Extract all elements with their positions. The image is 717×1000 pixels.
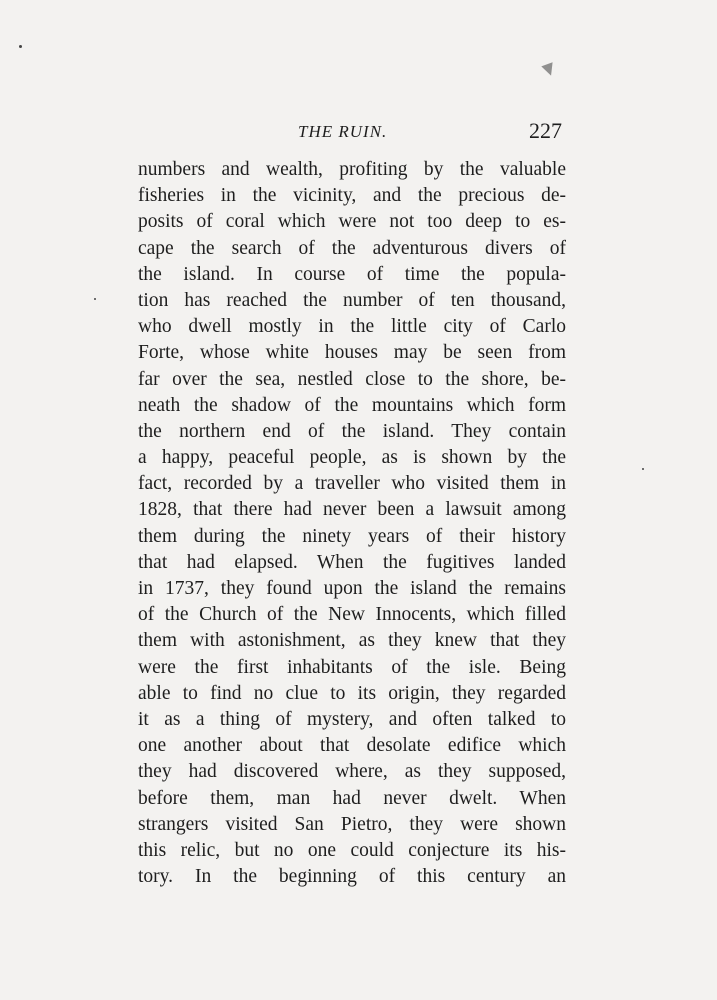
text-line: strangers visited San Pietro, they were shown — [138, 813, 566, 835]
running-head — [138, 118, 566, 148]
text-line: a happy, peaceful people, as is shown by the — [138, 447, 566, 469]
text-line: able to find no clue to its origin, they regarded — [138, 682, 566, 704]
text-line: were the first inhabitants of the isle. Being — [138, 656, 566, 678]
speck — [19, 45, 22, 48]
text-line: of the Church of the New Innocents, which filled — [138, 604, 566, 626]
text-line: this relic, but no one could conjecture its his- — [138, 839, 566, 861]
running-title: THE RUIN. — [298, 122, 388, 141]
text-line: them with astonishment, as they knew that they — [138, 630, 566, 652]
text-line: it as a thing of mystery, and often talked to — [138, 708, 566, 730]
text-line: who dwell mostly in the little city of Carlo — [138, 316, 566, 338]
page-number: 227 — [529, 118, 562, 143]
text-line: the island. In course of time the popula- — [138, 263, 566, 285]
text-line: one another about that desolate edifice which — [138, 735, 566, 757]
text-line: the northern end of the island. They contain — [138, 420, 566, 442]
text-line: tion has reached the number of ten thousand, — [138, 289, 566, 311]
text-line: they had discovered where, as they supposed, — [138, 761, 566, 783]
text-line: fisheries in the vicinity, and the precious de- — [138, 185, 566, 207]
text-line: before them, man had never dwelt. When — [138, 787, 566, 809]
text-line: in 1737, they found upon the island the remains — [138, 578, 566, 599]
text-line: numbers and wealth, profiting by the valuable — [138, 159, 566, 180]
body-text — [138, 157, 566, 890]
speck — [94, 298, 96, 300]
text-line: far over the sea, nestled close to the shore, be- — [138, 368, 566, 390]
text-line: posits of coral which were not too deep to es- — [138, 211, 566, 233]
text-line: 1828, that there had never been a lawsuit among — [138, 499, 566, 521]
text-line: them during the ninety years of their history — [138, 525, 566, 547]
text-line: neath the shadow of the mountains which form — [138, 394, 566, 416]
text-line: cape the search of the adventurous divers of — [138, 237, 566, 259]
text-line: Forte, whose white houses may be seen from — [138, 342, 566, 364]
stray-mark — [541, 62, 556, 77]
speck — [642, 468, 644, 470]
text-line last-line: tory. In the beginning of this century an — [138, 866, 566, 888]
text-line: fact, recorded by a traveller who visited them in — [138, 473, 566, 495]
text-line: that had elapsed. When the fugitives landed — [138, 551, 566, 573]
